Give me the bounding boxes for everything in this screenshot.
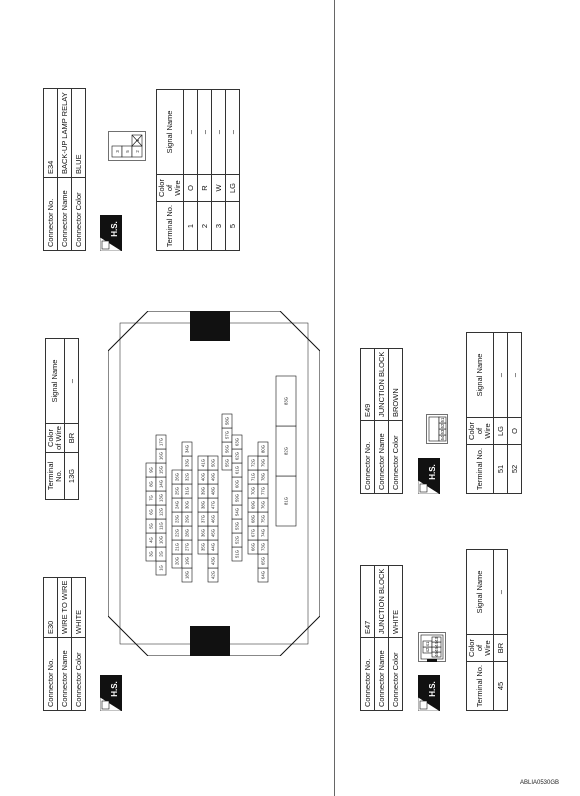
e30-cavity-label: 26G: [174, 473, 180, 481]
e47-color: WHITE: [389, 565, 403, 637]
e34-signal: –: [226, 90, 240, 175]
e30-cavity-label: 49G: [210, 473, 216, 481]
e30-name: WIRE TO WIRE: [58, 577, 72, 637]
e30-cavity-label: 2G: [158, 551, 164, 557]
e34-wire-color: R: [198, 175, 212, 202]
e47-pin-label: 42: [425, 647, 430, 653]
e30-cavity-label: 62G: [234, 452, 240, 460]
e30-cavity-label: 71G: [250, 473, 256, 481]
e30-cavity-label: 46G: [210, 515, 216, 523]
hdr-color-of-wire: Color of Wire: [157, 175, 184, 202]
e30-cavity-label: 4G: [148, 537, 154, 543]
e30-cavity-label: 67G: [250, 529, 256, 537]
e34-pin-label: 5: [125, 150, 130, 153]
e49-signal: –: [508, 333, 522, 418]
e47-terminal: 45: [494, 662, 508, 711]
e30-cavity-label: 80G: [260, 445, 266, 453]
e49-terminal: 52: [508, 445, 522, 494]
e30-cavity-label: 13G: [158, 494, 164, 502]
table-row: [494, 333, 508, 494]
e30-cavity-label: 70G: [250, 487, 256, 495]
e47-pin-label: 44: [434, 642, 439, 647]
e30-cavity-label: 51G: [234, 550, 240, 558]
e30-cavity-label: 10G: [158, 536, 164, 544]
e30-cavity-label: 63G: [234, 438, 240, 446]
e30-cavity-label: 20G: [174, 557, 180, 565]
label-connector-name: Connector Name: [58, 178, 72, 251]
e30-cavity-label: 5G: [148, 523, 154, 529]
e30-cavity-label: 15G: [158, 466, 164, 474]
table-row: [184, 90, 198, 251]
e34-terminal: 3: [212, 202, 226, 251]
hdr-terminal-no: Terminal No.: [467, 662, 494, 711]
e49-terminal-table: [466, 332, 522, 494]
e30-cavity-label: 3G: [148, 551, 154, 557]
e34-pin-label: 3: [115, 150, 120, 153]
e30-latch-right: [190, 311, 230, 341]
e47-pin-label: 43: [434, 637, 439, 642]
e30-cavity-label: 50G: [210, 459, 216, 467]
e30-cavity-label: 40G: [200, 473, 206, 481]
e47-pin-label: 46: [434, 652, 439, 657]
hdr-signal-name: Signal Name: [157, 90, 184, 175]
e30-cavity-label: 11G: [158, 522, 164, 530]
hs-icon: [100, 675, 122, 711]
e34-pin-label: 2: [135, 150, 140, 153]
e30-no: E30: [44, 577, 58, 637]
e49-wire-color: LG: [494, 418, 508, 445]
e30-cavity-label: 64G: [260, 571, 266, 579]
e30-cavity-label: 47G: [210, 501, 216, 509]
e30-cavity-label: 33G: [184, 459, 190, 467]
label-connector-color: Connector Color: [389, 638, 403, 711]
e30-cavity-label: 75G: [260, 515, 266, 523]
e30-cavity-label: 66G: [250, 543, 256, 551]
e30-cavity-label: 81G: [283, 497, 289, 505]
label-connector-name: Connector Name: [58, 638, 72, 711]
e49-no: E49: [361, 348, 375, 420]
e30-cavity-label: 39G: [200, 487, 206, 495]
e30-cavity-label: 60G: [234, 480, 240, 488]
label-connector-no: Connector No.: [361, 638, 375, 711]
e30-cavity-label: 77G: [260, 487, 266, 495]
e30-cavity-label: 41G: [200, 459, 206, 467]
hs-icon: [100, 215, 122, 251]
figure-code: ABLIA0530GB: [520, 780, 560, 786]
label-connector-no: Connector No.: [44, 638, 58, 711]
e47-info-table: [360, 565, 403, 711]
e30-cavity-label: 7G: [148, 495, 154, 501]
e47-wire-color: BR: [494, 635, 508, 662]
e30-cavity-label: 83G: [283, 397, 289, 405]
e49-connector-face: [426, 414, 448, 444]
e30-cavity-label: 8G: [148, 481, 154, 487]
hdr-terminal-no: Terminal No.: [467, 445, 494, 494]
e30-cavity-label: 59G: [234, 494, 240, 502]
e47-terminal-table: [466, 549, 508, 711]
e34-terminal: 1: [184, 202, 198, 251]
table-row: [212, 90, 226, 251]
label-connector-color: Connector Color: [389, 421, 403, 494]
hs-text: H.S.: [110, 221, 119, 237]
e34-signal: –: [198, 90, 212, 175]
e30-cavity-label: 48G: [210, 487, 216, 495]
divider-line: [334, 0, 335, 796]
e30-cavity-label: 29G: [184, 515, 190, 523]
e34-signal: –: [184, 90, 198, 175]
table-row: [65, 339, 79, 500]
e30-cavity-label: 31G: [184, 487, 190, 495]
e30-cavity-label: 17G: [158, 438, 164, 446]
e34-pin-label: 1: [135, 139, 140, 142]
e30-terminal: 13G: [65, 453, 79, 500]
e30-cavity-label: 18G: [184, 571, 190, 579]
e34-wire-color: O: [184, 175, 198, 202]
e30-color: WHITE: [72, 577, 86, 637]
hs-text: H.S.: [428, 681, 437, 697]
e34-terminal: 5: [226, 202, 240, 251]
e49-pin-label: 51: [440, 417, 445, 423]
hdr-signal-name: Signal Name: [467, 550, 494, 635]
e30-connector-face: [108, 311, 320, 656]
e34-wire-color: LG: [226, 175, 240, 202]
e30-cavity-label: 61G: [234, 466, 240, 474]
e49-terminal: 51: [494, 445, 508, 494]
hs-icon: [418, 458, 440, 494]
e30-cavity-label: 1G: [158, 565, 164, 571]
e30-cavity-label: 43G: [210, 557, 216, 565]
e47-pin-label: 41: [425, 641, 430, 647]
hdr-color-of-wire: Color of Wire: [467, 635, 494, 662]
e49-color: BROWN: [389, 348, 403, 420]
e30-cavity-label: 28G: [184, 529, 190, 537]
e30-cavity-label: 32G: [184, 473, 190, 481]
e30-cavity-label: 37G: [200, 515, 206, 523]
e30-cavity-label: 55G: [224, 459, 230, 467]
e30-cavity-label: 72G: [250, 459, 256, 467]
e49-signal: –: [494, 333, 508, 418]
hdr-signal-name: Signal Name: [467, 333, 494, 418]
e47-name: JUNCTION BLOCK: [375, 565, 389, 637]
hdr-color-of-wire: Color of Wire: [46, 424, 65, 453]
e30-cavity-label: 19G: [184, 557, 190, 565]
e34-terminal: 2: [198, 202, 212, 251]
label-connector-color: Connector Color: [72, 178, 86, 251]
e30-cavity-label: 52G: [234, 536, 240, 544]
e34-no: E34: [44, 89, 58, 178]
e30-cavity-label: 68G: [250, 515, 256, 523]
e30-wire-color: BR: [65, 424, 79, 453]
e30-cavity-label: 36G: [200, 529, 206, 537]
e30-cavity-label: 58G: [224, 417, 230, 425]
e34-connector-face: [108, 131, 146, 161]
e30-cavity-label: 53G: [234, 522, 240, 530]
e30-cavity-label: 22G: [174, 529, 180, 537]
e30-cavity-label: 12G: [158, 508, 164, 516]
e30-cavity-label: 45G: [210, 529, 216, 537]
e30-signal: –: [65, 339, 79, 424]
e34-info-table: [43, 88, 86, 251]
e49-pin-label: 53: [440, 429, 445, 435]
hdr-terminal-no: Terminal No.: [46, 453, 65, 500]
e34-name: BACK-UP LAMP RELAY: [58, 89, 72, 178]
e30-cavity-label: 69G: [250, 501, 256, 509]
e30-cavity-label: 42G: [210, 571, 216, 579]
e34-signal: –: [212, 90, 226, 175]
e30-cavity-label: 74G: [260, 529, 266, 537]
label-connector-color: Connector Color: [72, 638, 86, 711]
table-row: [226, 90, 240, 251]
e49-pin-label: 54: [440, 435, 445, 441]
e34-wire-color: W: [212, 175, 226, 202]
e30-cavity-label: 54G: [234, 508, 240, 516]
label-connector-name: Connector Name: [375, 421, 389, 494]
e47-connector-face: [418, 632, 446, 662]
hs-icon: [418, 675, 440, 711]
table-row: [198, 90, 212, 251]
hdr-color-of-wire: Color of Wire: [467, 418, 494, 445]
e30-cavity-label: 79G: [260, 459, 266, 467]
e30-cavity-label: 82G: [283, 447, 289, 455]
e30-cavity-label: 38G: [200, 501, 206, 509]
e30-cavity-label: 6G: [148, 509, 154, 515]
hs-text: H.S.: [428, 464, 437, 480]
e30-cavity-label: 23G: [174, 515, 180, 523]
label-connector-name: Connector Name: [375, 638, 389, 711]
e30-cavity-label: 65G: [260, 557, 266, 565]
table-row: [494, 550, 508, 711]
e30-latch-left: [190, 626, 230, 656]
e30-cavity-label: 14G: [158, 480, 164, 488]
table-row: [508, 333, 522, 494]
e30-cavity-label: 27G: [184, 543, 190, 551]
e49-info-table: [360, 348, 403, 494]
hs-text: H.S.: [110, 681, 119, 697]
e30-terminal-table: [45, 338, 79, 500]
e30-cavity-label: 24G: [174, 501, 180, 509]
hdr-signal-name: Signal Name: [46, 339, 65, 424]
label-connector-no: Connector No.: [361, 421, 375, 494]
e34-color: BLUE: [72, 89, 86, 178]
e49-pin-label: 52: [440, 423, 445, 429]
e30-cavity-label: 21G: [174, 543, 180, 551]
e47-pin-label: 45: [434, 647, 439, 652]
e47-signal: –: [494, 550, 508, 635]
e30-cavity-label: 34G: [184, 445, 190, 453]
e30-cavity-label: 25G: [174, 487, 180, 495]
label-connector-no: Connector No.: [44, 178, 58, 251]
e30-cavity-label: 16G: [158, 452, 164, 460]
hdr-terminal-no: Terminal No.: [157, 202, 184, 251]
e30-cavity-label: 35G: [200, 543, 206, 551]
e49-wire-color: O: [508, 418, 522, 445]
e34-terminal-table: [156, 89, 240, 251]
e30-cavity-label: 9G: [148, 467, 154, 473]
e47-no: E47: [361, 565, 375, 637]
e30-cavity-label: 78G: [260, 473, 266, 481]
e49-name: JUNCTION BLOCK: [375, 348, 389, 420]
e30-cavity-label: 56G: [224, 445, 230, 453]
e30-cavity-label: 73G: [260, 543, 266, 551]
e30-cavity-label: 30G: [184, 501, 190, 509]
e30-cavity-label: 44G: [210, 543, 216, 551]
e30-info-table: [43, 577, 86, 711]
e30-cavity-label: 76G: [260, 501, 266, 509]
e30-cavity-label: 57G: [224, 431, 230, 439]
